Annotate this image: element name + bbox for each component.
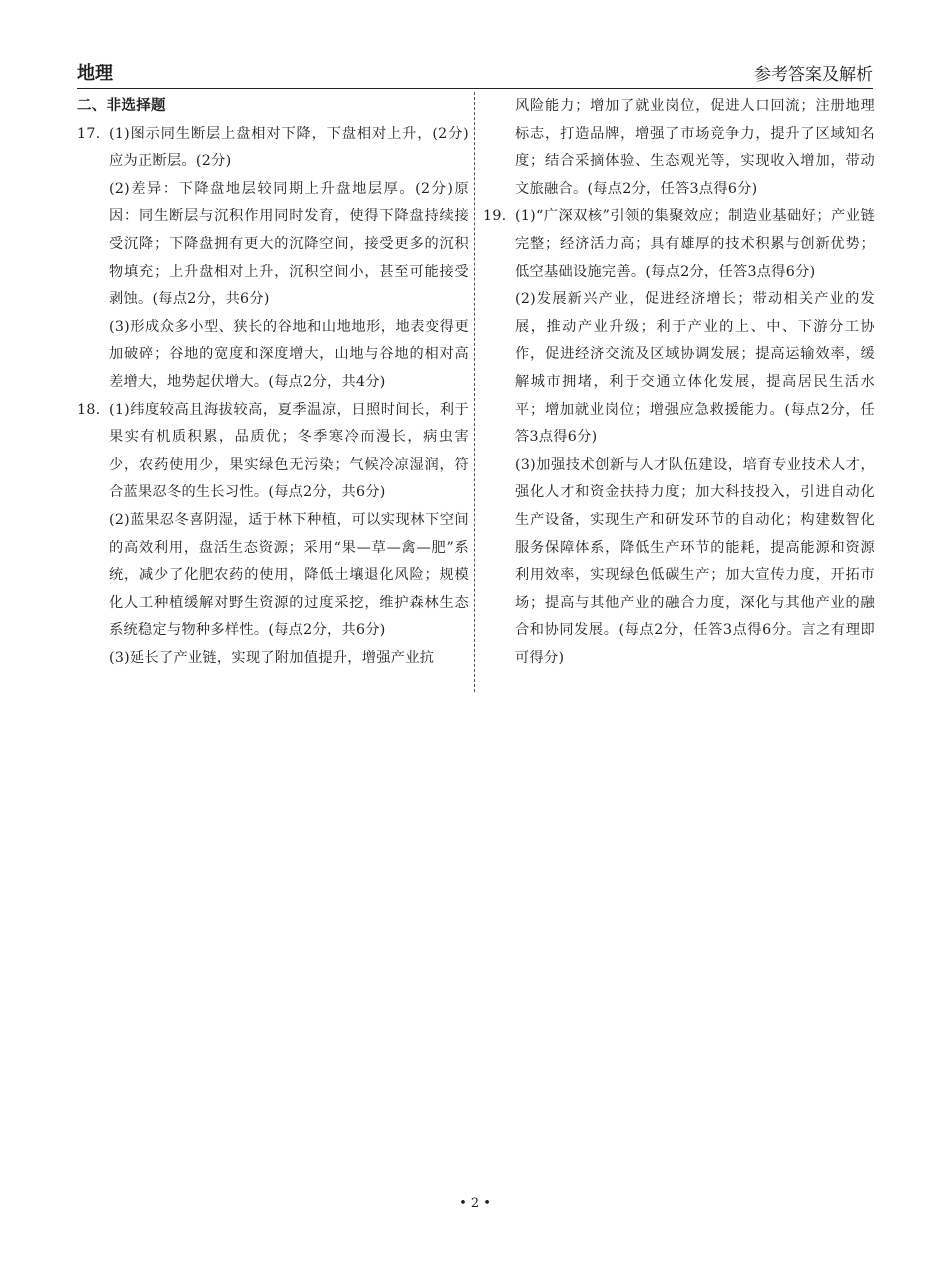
answer-part-2: (2)发展新兴产业，促进经济增长；带动相关产业的发展，推动产业升级；利于产业的上、中、下游分工协作，促进经济交流及区域协调发展；提高运输效率，缓解城市拥堵，利于交通立体化发展，提高居民生活水平；增加就业岗位；增强应急救援能力。(每点2分，任答3点得6分): [515, 291, 875, 446]
left-column: [77, 93, 469, 672]
document-type: 参考答案及解析: [754, 65, 873, 85]
column-divider: [474, 92, 475, 692]
answer-part-3: (3)加强技术创新与人才队伍建设，培育专业技术人才，强化人才和资金扶持力度；加大科技投入，引进自动化生产设备，实现生产和研发环节的自动化；构建数智化服务保障体系，降低生产环节的能耗，提高能源和资源利用效率，实现绿色低碳生产；加大宣传力度，开拓市场；提高与其他产业的融合力度，深化与其他产业的融合和协同发展。(每点2分，任答3点得6分。言之有理即可得分): [515, 456, 875, 666]
question-19: [483, 203, 875, 672]
answer-part-2: (2)差异：下降盘地层较同期上升盘地层厚。(2分)原因：同生断层与沉积作用同时发育，使得下降盘持续接受沉降；下降盘拥有更大的沉降空间，接受更多的沉积物填充；上升盘相对上升，沉积空间小，甚至可能接受剥蚀。(每点2分，共6分): [109, 180, 469, 308]
right-column: [483, 93, 875, 672]
page-header: [77, 60, 873, 89]
question-18-continuation: 风险能力；增加了就业岗位，促进人口回流；注册地理标志，打造品牌，增强了市场竞争力，提升了区域知名度；结合采摘体验、生态观光等，实现收入增加，带动文旅融合。(每点2分，任答3点得6分): [515, 98, 875, 197]
question-18: [77, 397, 469, 673]
answer-part-1: (1)图示同生断层上盘相对下降，下盘相对上升，(2分)应为正断层。(2分): [109, 125, 469, 170]
answer-part-1: (1)纬度较高且海拔较高，夏季温凉，日照时间长，利于果实有机质积累，品质优；冬季寒冷而漫长，病虫害少，农药使用少，果实绿色无污染；气候冷凉湿润，符合蓝果忍冬的生长习性。(每点2分，共6分): [109, 401, 469, 501]
question-17: [77, 121, 469, 397]
section-title: 二、非选择题: [77, 98, 166, 114]
answer-part-3: (3)形成众多小型、狭长的谷地和山地地形，地表变得更加破碎；谷地的宽度和深度增大，山地与谷地的相对高差增大，地势起伏增大。(每点2分，共4分): [109, 318, 469, 390]
answer-part-1: (1)“广深双核”引领的集聚效应；制造业基础好；产业链完整；经济活力高；具有雄厚的技术积累与创新优势；低空基础设施完善。(每点2分，任答3点得6分): [515, 208, 875, 280]
question-number: 18.: [77, 401, 101, 418]
question-number: 19.: [483, 208, 507, 225]
answer-part-2: (2)蓝果忍冬喜阴湿，适于林下种植，可以实现林下空间的高效利用，盘活生态资源；采用“果—草—禽—肥”系统，减少了化肥农药的使用，降低土壤退化风险；规模化人工种植缓解对野生资源的过度采挖，维护森林生态系统稳定与物种多样性。(每点2分，共6分): [109, 511, 469, 639]
page-number: • 2 •: [459, 1196, 491, 1211]
question-number: 17.: [77, 125, 101, 142]
subject-title: 地理: [77, 63, 113, 84]
answer-part-3: (3)延长了产业链，实现了附加值提升，增强产业抗: [109, 649, 435, 666]
